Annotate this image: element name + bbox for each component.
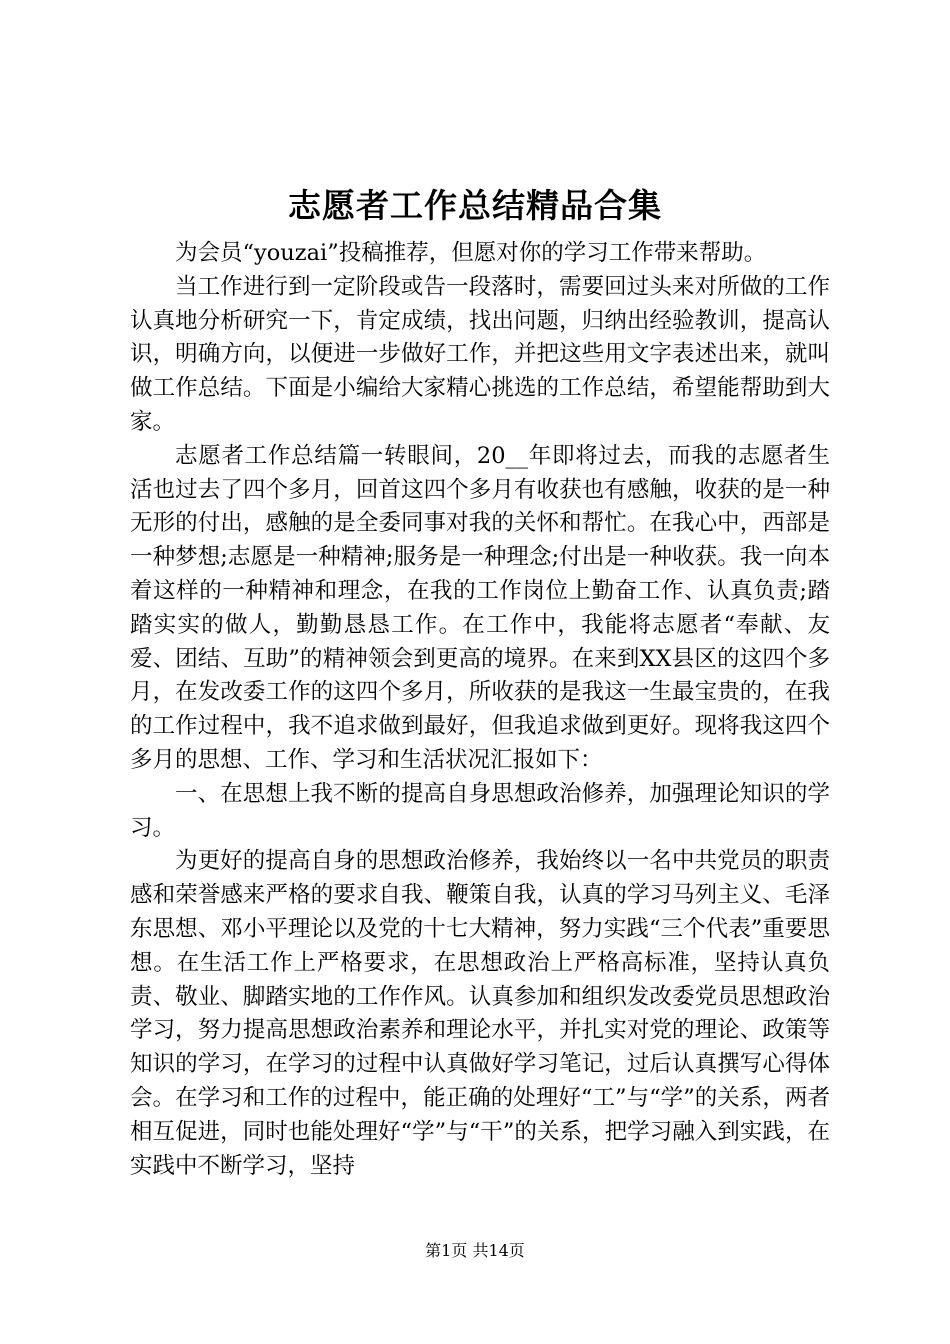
- paragraph-part-one: 志愿者工作总结篇一转眼间，20__年即将过去，而我的志愿者生活也过去了四个多月，回首这四个多月有收获也有感触，收获的是一种无形的付出，感触的是全委同事对我的关怀和帮忙。在我心中，西部是一种梦想;志愿是一种精神;服务是一种理念;付出是一种收获。我一向本着这样的一种精神和理念，在我的工作岗位上勤奋工作、认真负责;踏踏实实的做人，勤勤恳恳工作。在工作中，我能将志愿者“奉献、友爱、团结、互助”的精神领会到更高的境界。在来到XX县区的这四个多月，在发改委工作的这四个多月，所收获的是我这一生最宝贵的，在我的工作过程中，我不追求做到最好，但我追求做到更好。现将我这四个多月的思想、工作、学习和生活状况汇报如下：: [130, 442, 830, 773]
- paragraph-intro: 为会员“youzai”投稿推荐，但愿对你的学习工作带来帮助。: [175, 240, 767, 266]
- document-body: [130, 237, 830, 1183]
- page-footer: 第1页 共14页: [425, 1241, 525, 1260]
- section-heading-thought: 一、在思想上我不断的提高自身思想政治修养，加强理论知识的学习。: [130, 780, 830, 841]
- paragraph-thought: 为更好的提高自身的思想政治修养，我始终以一名中共党员的职责感和荣誉感来严格的要求自我、鞭策自我，认真的学习马列主义、毛泽东思想、邓小平理论以及党的十七大精神，努力实践“三个代表”重要思想。在生活工作上严格要求，在思想政治上严格高标准，坚持认真负责、敬业、脚踏实地的工作作风。认真参加和组织发改委党员思想政治学习，努力提高思想政治素养和理论水平，并扎实对党的理论、政策等知识的学习，在学习的过程中认真做好学习笔记，过后认真撰写心得体会。在学习和工作的过程中，能正确的处理好“工”与“学”的关系，两者相互促进，同时也能处理好“学”与“干”的关系，把学习融入到实践，在实践中不断学习，坚持: [130, 848, 830, 1179]
- document-title: 志愿者工作总结精品合集: [288, 186, 662, 225]
- paragraph-preface: 当工作进行到一定阶段或告一段落时，需要回过头来对所做的工作认真地分析研究一下，肯定成绩，找出问题，归纳出经验教训，提高认识，明确方向，以便进一步做好工作，并把这些用文字表述出来，就叫做工作总结。下面是小编给大家精心挑选的工作总结，希望能帮助到大家。: [130, 273, 830, 435]
